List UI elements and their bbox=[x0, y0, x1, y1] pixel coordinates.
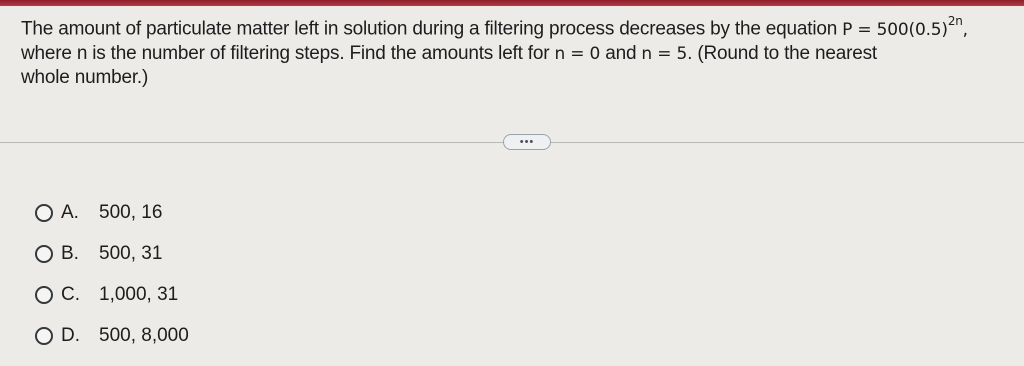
option-letter: D. bbox=[61, 325, 80, 346]
n-five: n = 5. bbox=[641, 43, 693, 64]
option-value: 500, 31 bbox=[99, 243, 163, 264]
option-a[interactable] bbox=[35, 199, 189, 227]
option-value: 1,000, 31 bbox=[99, 284, 179, 305]
round-text: (Round to the nearest bbox=[697, 42, 877, 64]
equation-base: P = 500(0.5) bbox=[842, 19, 948, 40]
radio-button[interactable] bbox=[35, 204, 53, 222]
option-value: 500, 16 bbox=[99, 202, 163, 223]
radio-button[interactable] bbox=[35, 286, 53, 304]
and-text: and bbox=[605, 42, 637, 64]
answer-options bbox=[35, 199, 189, 363]
more-button[interactable]: ••• bbox=[503, 134, 551, 150]
equation bbox=[842, 14, 968, 40]
option-c[interactable] bbox=[35, 281, 189, 309]
top-accent-bar bbox=[0, 0, 1024, 6]
option-b[interactable] bbox=[35, 240, 189, 268]
question-line1: The amount of particulate matter left in solution during a filtering process decreases by the equation bbox=[21, 18, 838, 40]
option-value: 500, 8,000 bbox=[99, 325, 189, 346]
option-d[interactable] bbox=[35, 322, 189, 350]
question-line2: where n is the number of filtering steps. Find the amounts left for bbox=[21, 42, 550, 64]
option-letter: A. bbox=[61, 202, 79, 223]
n-zero: n = 0 bbox=[554, 43, 601, 64]
radio-button[interactable] bbox=[35, 327, 53, 345]
option-letter: B. bbox=[61, 243, 79, 264]
option-letter: C. bbox=[61, 284, 80, 305]
question-text bbox=[21, 12, 1011, 90]
equation-exponent: 2n bbox=[947, 14, 963, 28]
radio-button[interactable] bbox=[35, 245, 53, 263]
equation-end: , bbox=[962, 19, 968, 40]
question-line3: whole number.) bbox=[21, 66, 149, 88]
